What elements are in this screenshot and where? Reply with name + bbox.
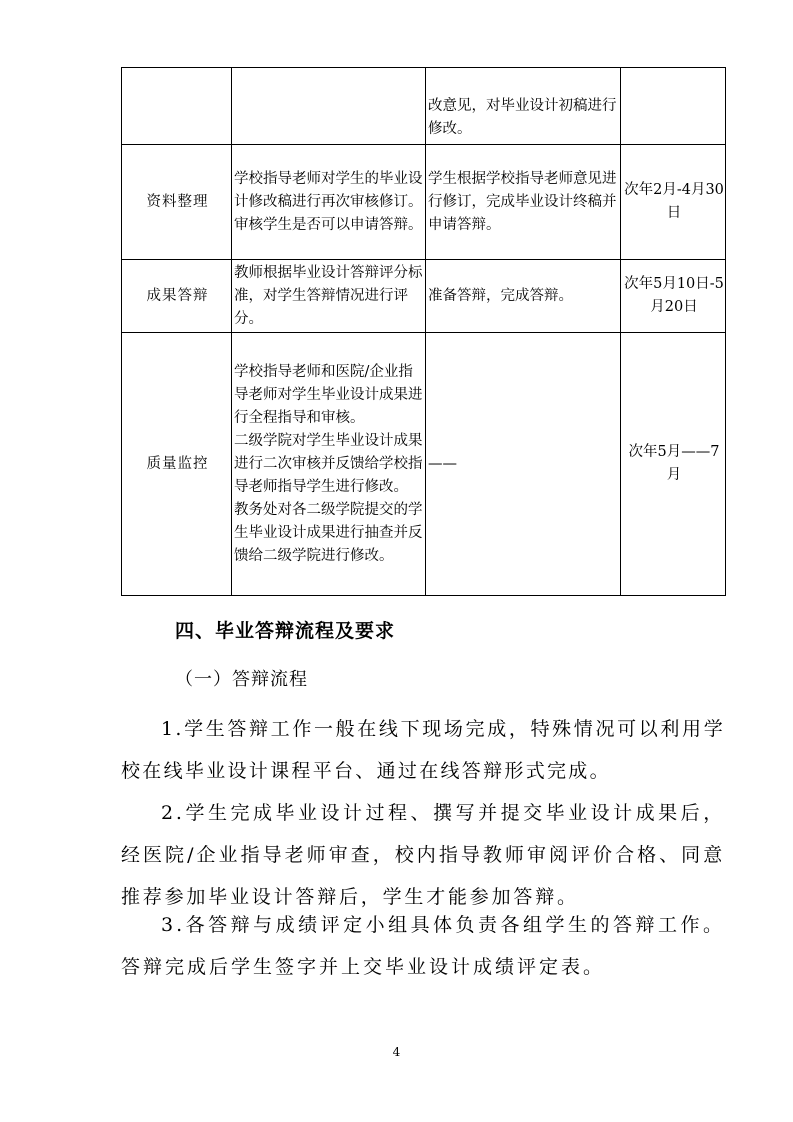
paragraph-text: 1.学生答辩工作一般在线下现场完成，特殊情况可以利用学校在线毕业设计课程平台、通过在线答辩形式完成。 [121, 718, 725, 782]
table-row [122, 333, 726, 596]
section-heading: 四、毕业答辩流程及要求 [175, 620, 396, 642]
student-cell: 改意见，对毕业设计初稿进行修改。 [426, 68, 621, 145]
table-row [122, 68, 726, 145]
stage-cell: 资料整理 [122, 145, 232, 260]
page-number: 4 [392, 1045, 401, 1059]
teacher-cell [232, 68, 426, 145]
student-cell: —— [426, 333, 621, 596]
time-cell [621, 68, 726, 145]
paragraph [121, 708, 725, 792]
teacher-text: 学校指导老师和医院/企业指导老师对学生毕业设计成果进行全程指导和审核。 [234, 363, 423, 426]
table-row [122, 260, 726, 333]
paragraph [121, 792, 725, 918]
teacher-text: 二级学院对学生毕业设计成果进行二次审核并反馈给学校指导老师指导学生进行修改。 [234, 432, 423, 495]
teacher-text: 审核学生是否可以申请答辩。 [234, 216, 423, 233]
student-cell: 准备答辩，完成答辩。 [426, 260, 621, 333]
teacher-cell [232, 260, 426, 333]
stage-cell: 成果答辩 [122, 260, 232, 333]
teacher-cell [232, 333, 426, 596]
teacher-text: 教师根据毕业设计答辩评分标准，对学生答辩情况进行评分。 [234, 264, 423, 327]
stage-cell: 质量监控 [122, 333, 232, 596]
stage-cell [122, 68, 232, 145]
table-row [122, 145, 726, 260]
student-cell: 学生根据学校指导老师意见进行修订，完成毕业设计终稿并申请答辩。 [426, 145, 621, 260]
teacher-cell [232, 145, 426, 260]
time-cell: 次年5月10日-5月20日 [621, 260, 726, 333]
subsection-heading: （一）答辩流程 [175, 669, 308, 690]
paragraph-text: 2.学生完成毕业设计过程、撰写并提交毕业设计成果后，经医院/企业指导老师审查，校内指导教师审阅评价合格、同意推荐参加毕业设计答辩后，学生才能参加答辩。 [121, 802, 725, 908]
time-cell: 次年2月-4月30日 [621, 145, 726, 260]
paragraph-text: 3.各答辩与成绩评定小组具体负责各组学生的答辩工作。答辩完成后学生签字并上交毕业设计成绩评定表。 [121, 914, 725, 978]
paragraph [121, 904, 725, 988]
time-cell: 次年5月——7月 [621, 333, 726, 596]
schedule-table [121, 67, 726, 596]
teacher-text: 教务处对各二级学院提交的学生毕业设计成果进行抽查并反馈给二级学院进行修改。 [234, 501, 423, 564]
teacher-text: 学校指导老师对学生的毕业设计修改稿进行再次审核修订。 [234, 170, 423, 210]
